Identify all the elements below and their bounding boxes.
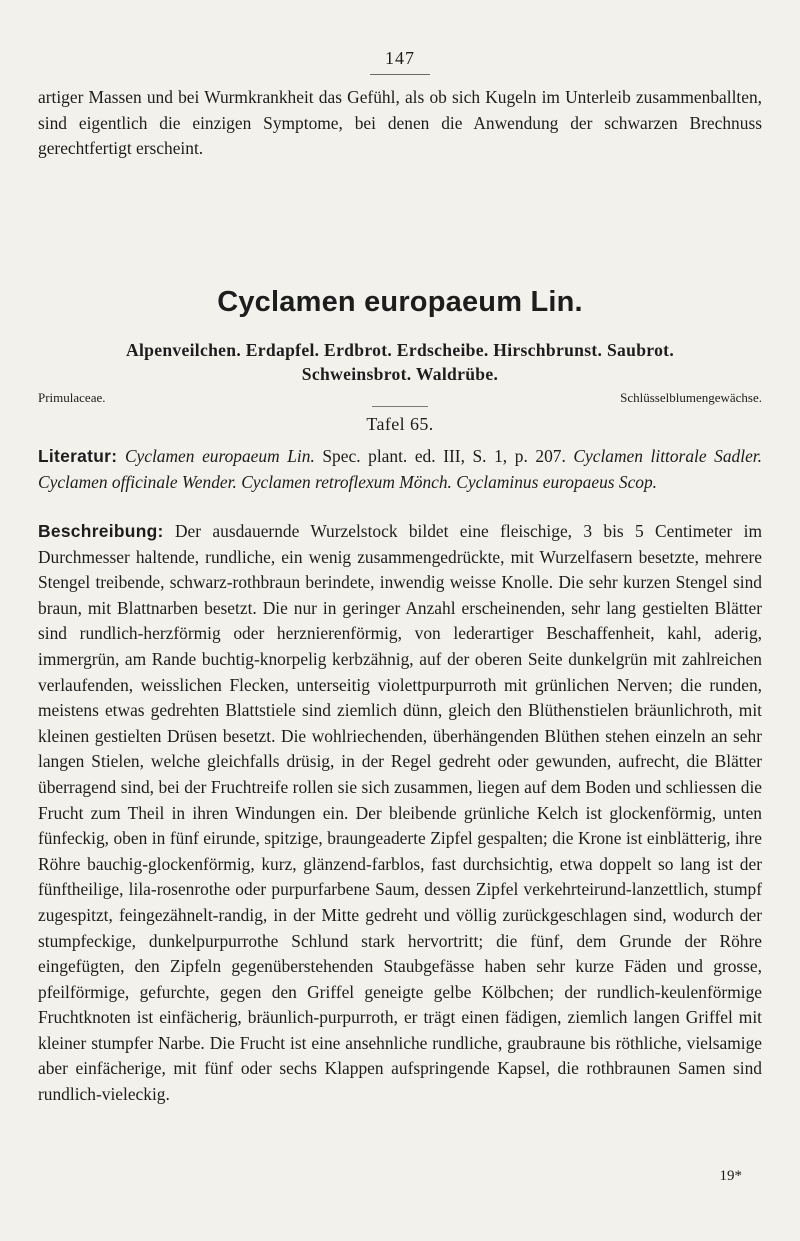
page-number-rule	[370, 74, 430, 75]
synonym-3: Cyclamen retroflexum Mönch.	[241, 471, 452, 492]
literature-label: Literatur:	[38, 446, 118, 466]
species-title: Cyclamen europaeum Lin.	[217, 286, 583, 318]
synonym-4: Cyclaminus europaeus Scop.	[456, 471, 658, 492]
signature-mark: 19*	[719, 1168, 742, 1184]
family-german: Schlüsselblumengewächse.	[620, 390, 762, 405]
description-paragraph	[38, 519, 762, 1108]
common-names-line-2: Schweinsbrot. Waldrübe.	[301, 364, 499, 384]
common-names-line-1: Alpenveilchen. Erdapfel. Erdbrot. Erdscheibe. Hirschbrunst. Saubrot.	[125, 340, 675, 360]
family-latin: Primulaceae.	[38, 390, 106, 405]
family-rule	[372, 406, 428, 407]
description-label: Beschreibung:	[38, 521, 164, 541]
page-number: 147	[385, 48, 415, 68]
literature-ref-rest: Spec. plant. ed. III, S. 1, p. 207.	[314, 446, 566, 466]
synonym-2: Cyclamen officinale Wender.	[38, 471, 237, 492]
intro-paragraph: artiger Massen und bei Wurmkrankheit das Gefühl, als ob sich Kugeln im Unterleib zusammenballten, sind eigentlich die einzigen Symptome, bei denen die Anwendung der schwarzen Brechnuss gerechtfertigt erscheint.	[38, 87, 762, 159]
plate-reference: Tafel 65.	[366, 414, 434, 434]
synonym-1: Cyclamen littorale Sadler.	[573, 446, 762, 466]
literature-paragraph	[38, 444, 762, 495]
literature-ref-name: Cyclamen europaeum Lin.	[124, 446, 315, 466]
description-text: Der ausdauernde Wurzelstock bildet eine fleischige, 3 bis 5 Centimeter im Durchmesser haltende, rundliche, ein wenig zusammengedrückte, mit Wurzelfasern besetzte, mehrere Stengel treibende, schwarz-rothbraun berindete, inwendig weisse Knolle. Die sehr kurzen Stengel sind braun, mit Blattnarben besetzt. Die nur in geringer Anzahl erscheinenden, sehr lang gestielten Blätter sind rundlich-herzförmig oder herznierenförmig, von lederartiger Beschaffenheit, kahl, aderig, immergrün, am Rande buchtig-knorpelig kerbzähnig, auf der oberen Seite dunkelgrün mit zahlreichen verlaufenden, weisslichen Flecken, unterseitig violettpurpurroth mit grünlichen Nerven; die runden, meistens etwas gedrehten Blattstiele sind ziemlich dünn, gleich den Blüthenstielen bräunlichroth, mit kleinen gestielten Drüsen besetzt. Die wohlriechenden, überhängenden Blüthen stehen einzeln an sehr langen Stielen, welche gleichfalls drüsig, in der Regel gedreht oder gewunden, aufrecht, die Blätter überragend sind, bei der Fruchtreife rollen sie sich zusammen, liegen auf dem Boden und schliessen die Frucht zum Theil in ihren Windungen ein. Der bleibende grünliche Kelch ist glockenförmig, unten fünfeckig, oben in fünf eirunde, spitzige, braungeaderte Zipfel gespalten; die Krone ist einblätterig, ihre Röhre bauchig-glockenförmig, kurz, glänzend-farblos, fast durchsichtig, etwa doppelt so lang ist der fünftheilige, lila-rosenrothe oder purpurfarbene Saum, dessen Zipfel verkehrteirund-lanzettlich, stumpf zugespitzt, feingezähnelt-randig, in der Mitte gedreht und völlig zurückgeschlagen sind, wodurch der stumpfeckige, dunkelpurpurrothe Schlund stark hervortritt; die fünf, dem Grunde der Röhre eingefügten, den Zipfeln gegenüberstehenden Staubgefässe haben sehr kurze Fäden und grosse, pfeilförmige, gefurchte, gegen den Griffel geneigte gelbe Kölbchen; der rundlich-keulenförmige Fruchtknoten ist einfächerig, bräunlich-purpurroth, er trägt einen fädigen, ziemlich langen Griffel mit kleiner stumpfer Narbe. Die Frucht ist eine ansehnliche rundliche, graubraune bis röthliche, vielsamige aber einfächerige, mit fünf oder sechs Klappen aufspringende Kapsel, die rothbraunen Samen sind rundlich-vieleckig.	[38, 521, 762, 1105]
